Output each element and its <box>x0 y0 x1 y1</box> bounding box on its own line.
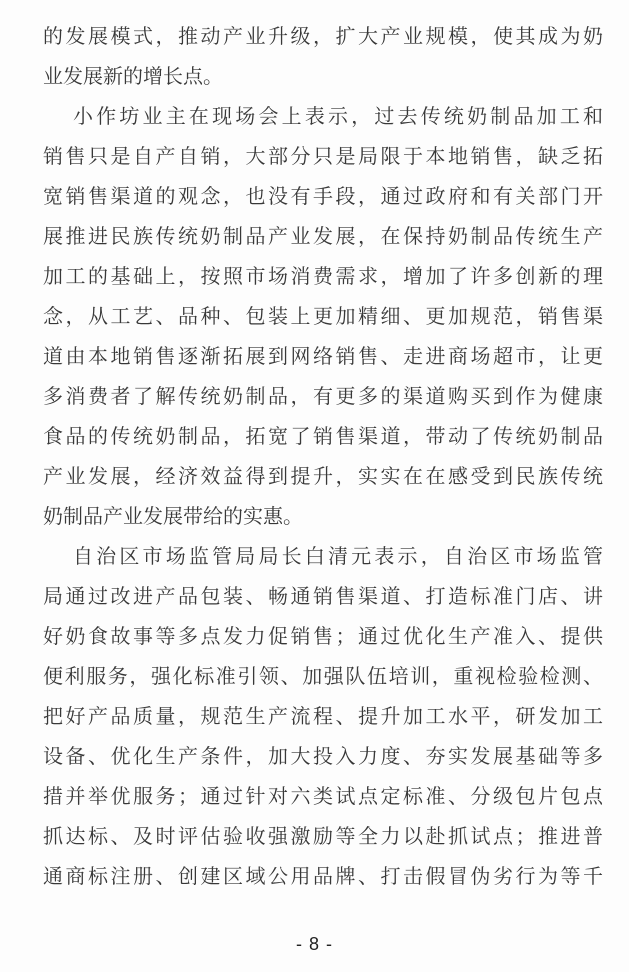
text-line: 措并举优服务；通过针对六类试点定标准、分级包片包点 <box>43 786 603 808</box>
page-number: - 8 - <box>295 934 333 954</box>
text-line: 把好产品质量，规范生产流程、提升加工水平，研发加工 <box>43 706 603 728</box>
text-line: 多消费者了解传统奶制品，有更多的渠道购买到作为健康 <box>43 386 603 408</box>
text-line: 宽销售渠道的观念，也没有手段，通过政府和有关部门开 <box>43 186 603 208</box>
text-line: 食品的传统奶制品，拓宽了销售渠道，带动了传统奶制品 <box>43 426 603 448</box>
text-line: 便利服务，强化标准引领、加强队伍培训，重视检验检测、 <box>43 666 603 688</box>
text-line: 抓达标、及时评估验收强激励等全力以赴抓试点；推进普 <box>43 826 603 848</box>
text-line: 产业发展，经济效益得到提升，实实在在感受到民族传统 <box>43 466 603 488</box>
text-line: 加工的基础上，按照市场消费需求，增加了许多创新的理 <box>43 266 603 288</box>
text-line: 好奶食故事等多点发力促销售；通过优化生产准入、提供 <box>43 626 603 648</box>
paragraph <box>43 97 603 537</box>
text-line: 局通过改进产品包装、畅通销售渠道、打造标准门店、讲 <box>43 586 603 608</box>
text-line: 展推进民族传统奶制品产业发展，在保持奶制品传统生产 <box>43 226 603 248</box>
text-line: 业发展新的增长点。 <box>43 66 223 88</box>
text-line: 念，从工艺、品种、包装上更加精细、更加规范，销售渠 <box>43 306 603 328</box>
text-line: 奶制品产业发展带给的实惠。 <box>43 506 303 528</box>
text-line: 通商标注册、创建区域公用品牌、打击假冒伪劣行为等千 <box>43 866 603 888</box>
text-line: 自治区市场监管局局长白清元表示，自治区市场监管 <box>73 546 603 568</box>
text-line: 销售只是自产自销，大部分只是局限于本地销售，缺乏拓 <box>43 146 603 168</box>
text-line: 小作坊业主在现场会上表示，过去传统奶制品加工和 <box>73 106 603 128</box>
text-line: 的发展模式，推动产业升级，扩大产业规模，使其成为奶 <box>43 26 603 48</box>
paragraph <box>43 17 603 97</box>
text-line: 道由本地销售逐渐拓展到网络销售、走进商场超市，让更 <box>43 346 603 368</box>
text-block <box>43 17 603 897</box>
paragraph <box>43 537 603 897</box>
text-line: 设备、优化生产条件，加大投入力度、夯实发展基础等多 <box>43 746 603 768</box>
